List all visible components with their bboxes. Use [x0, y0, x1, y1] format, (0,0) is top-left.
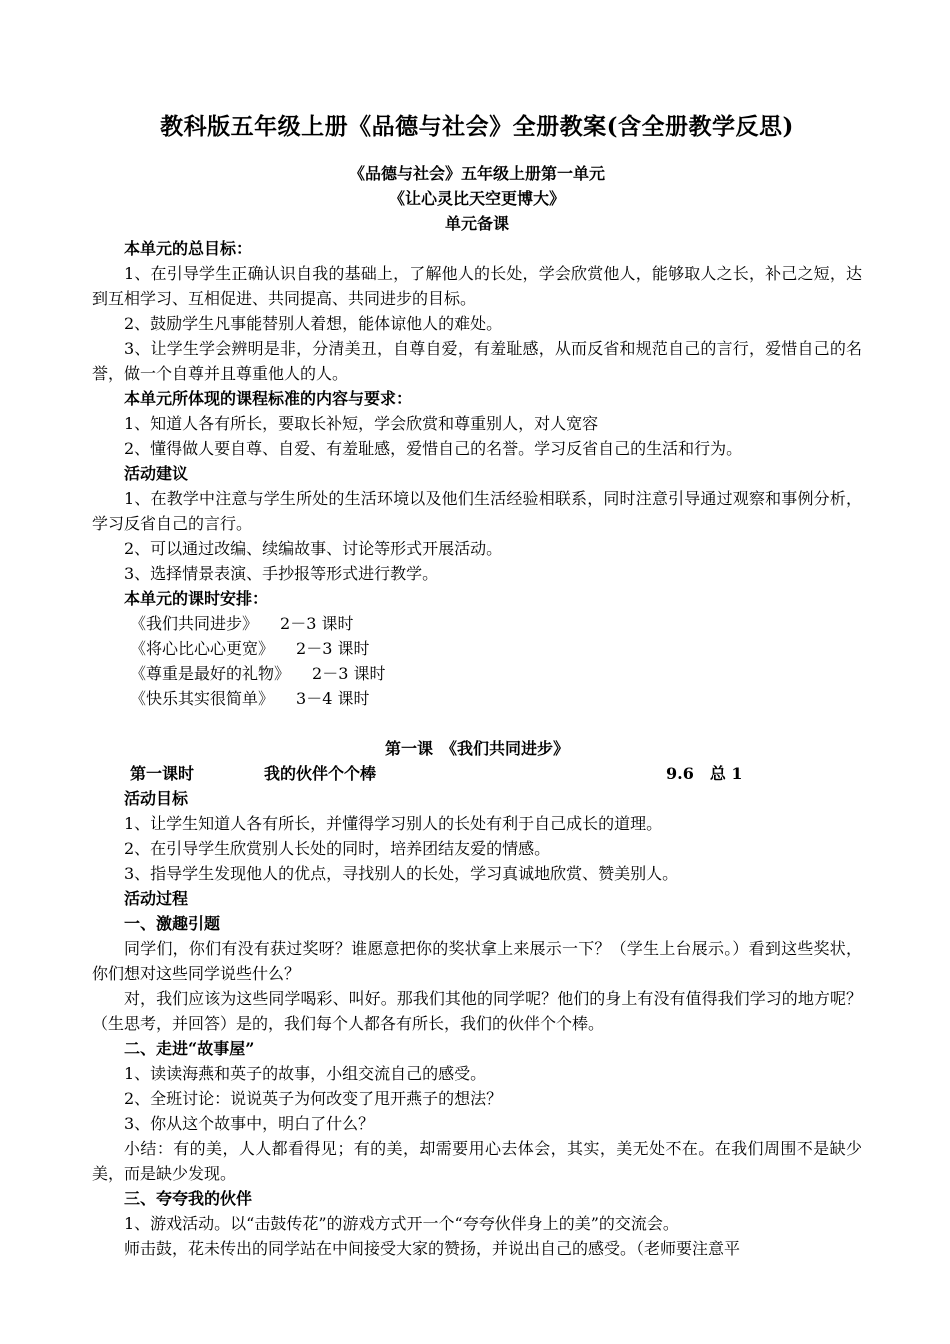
schedule-lesson-name: 《我们共同进步》	[130, 614, 259, 633]
lesson-date: 9.6 总 1	[666, 764, 743, 783]
section-paragraph: 师击鼓，花未传出的同学站在中间接受大家的赞扬，并说出自己的感受。（老师要注意平	[124, 1239, 741, 1258]
unit-subtitle: 《品德与社会》五年级上册第一单元	[348, 164, 605, 183]
schedule-row	[92, 611, 862, 636]
goals-heading: 本单元的总目标：	[124, 239, 253, 258]
section-heading: 三、夸夸我的伙伴	[124, 1189, 253, 1208]
unit-name: 《让心灵比天空更博大》	[388, 189, 565, 208]
document-page	[92, 108, 862, 1261]
schedule-lesson-hours: 2－3 课时	[296, 639, 370, 658]
document-title: 教科版五年级上册《品德与社会》全册教案(含全册教学反思)	[160, 113, 794, 140]
objective-item: 1、让学生知道人各有所长，并懂得学习别人的长处有利于自己成长的道理。	[124, 814, 663, 833]
schedule-lesson-hours: 2－3 课时	[312, 664, 386, 683]
lesson-topic: 我的伙伴个个棒	[264, 764, 377, 783]
process-heading: 活动过程	[124, 889, 189, 908]
suggestion-item: 2、可以通过改编、续编故事、讨论等形式开展活动。	[124, 539, 503, 558]
section-paragraph: 1、游戏活动。以“击鼓传花”的游戏方式开一个“夸夸伙伴身上的美”的交流会。	[124, 1214, 679, 1233]
objectives-heading: 活动目标	[124, 789, 189, 808]
section-heading: 一、激趣引题	[124, 914, 221, 933]
standards-heading: 本单元所体现的课程标准的内容与要求：	[124, 389, 413, 408]
standard-item: 1、知道人各有所长，要取长补短，学会欣赏和尊重别人，对人宽容	[124, 414, 599, 433]
schedule-lesson-hours: 3－4 课时	[296, 689, 370, 708]
section-paragraph: 2、全班讨论：说说英子为何改变了甩开燕子的想法？	[124, 1089, 503, 1108]
schedule-lesson-name: 《快乐其实很简单》	[130, 689, 275, 708]
objective-item: 2、在引导学生欣赏别人长处的同时，培养团结友爱的情感。	[124, 839, 551, 858]
section-paragraph: 3、你从这个故事中，明白了什么？	[124, 1114, 375, 1133]
section-paragraph: 对，我们应该为这些同学喝彩、叫好。那我们其他的同学呢？他们的身上有没有值得我们学习的地方呢？（生思考，并回答）是的，我们每个人都各有所长，我们的伙伴个个棒。	[92, 989, 862, 1033]
suggestion-item: 1、在教学中注意与学生所处的生活环境以及他们生活经验相联系，同时注意引导通过观察和事例分析，学习反省自己的言行。	[92, 489, 862, 533]
schedule-heading: 本单元的课时安排：	[124, 589, 269, 608]
suggestion-item: 3、选择情景表演、手抄报等形式进行教学。	[124, 564, 439, 583]
goal-item: 1、在引导学生正确认识自我的基础上，了解他人的长处，学会欣赏他人，能够取人之长，补己之短，达到互相学习、互相促进、共同提高、共同进步的目标。	[92, 264, 862, 308]
lesson-title: 第一课 《我们共同进步》	[384, 739, 569, 758]
schedule-lesson-hours: 2－3 课时	[280, 614, 354, 633]
lesson-header-row	[92, 761, 862, 786]
schedule-lesson-name: 《尊重是最好的礼物》	[130, 664, 291, 683]
schedule-lesson-name: 《将心比心心更宽》	[130, 639, 275, 658]
goal-item: 3、让学生学会辨明是非，分清美丑，自尊自爱，有羞耻感，从而反省和规范自己的言行，爱惜自己的名誉，做一个自尊并且尊重他人的人。	[92, 339, 862, 383]
schedule-row	[92, 636, 862, 661]
schedule-row	[92, 686, 862, 711]
standard-item: 2、懂得做人要自尊、自爱、有羞耻感，爱惜自己的名誉。学习反省自己的生活和行为。	[124, 439, 743, 458]
suggestions-heading: 活动建议	[124, 464, 189, 483]
section-gap	[92, 711, 862, 736]
section-paragraph: 同学们，你们有没有获过奖呀？谁愿意把你的奖状拿上来展示一下？（学生上台展示。）看到这些奖状，你们想对这些同学说些什么？	[92, 939, 862, 983]
objective-item: 3、指导学生发现他人的优点，寻找别人的长处，学习真诚地欣赏、赞美别人。	[124, 864, 679, 883]
section-heading: 二、走进“故事屋”	[124, 1039, 255, 1058]
schedule-row	[92, 661, 862, 686]
goal-item: 2、鼓励学生凡事能替别人着想，能体谅他人的难处。	[124, 314, 503, 333]
section-paragraph: 小结：有的美，人人都看得见；有的美，却需要用心去体会，其实，美无处不在。在我们周围不是缺少美，而是缺少发现。	[92, 1139, 862, 1183]
unit-prep-heading: 单元备课	[444, 214, 509, 233]
section-paragraph: 1、读读海燕和英子的故事，小组交流自己的感受。	[124, 1064, 487, 1083]
lesson-period: 第一课时	[130, 764, 195, 783]
